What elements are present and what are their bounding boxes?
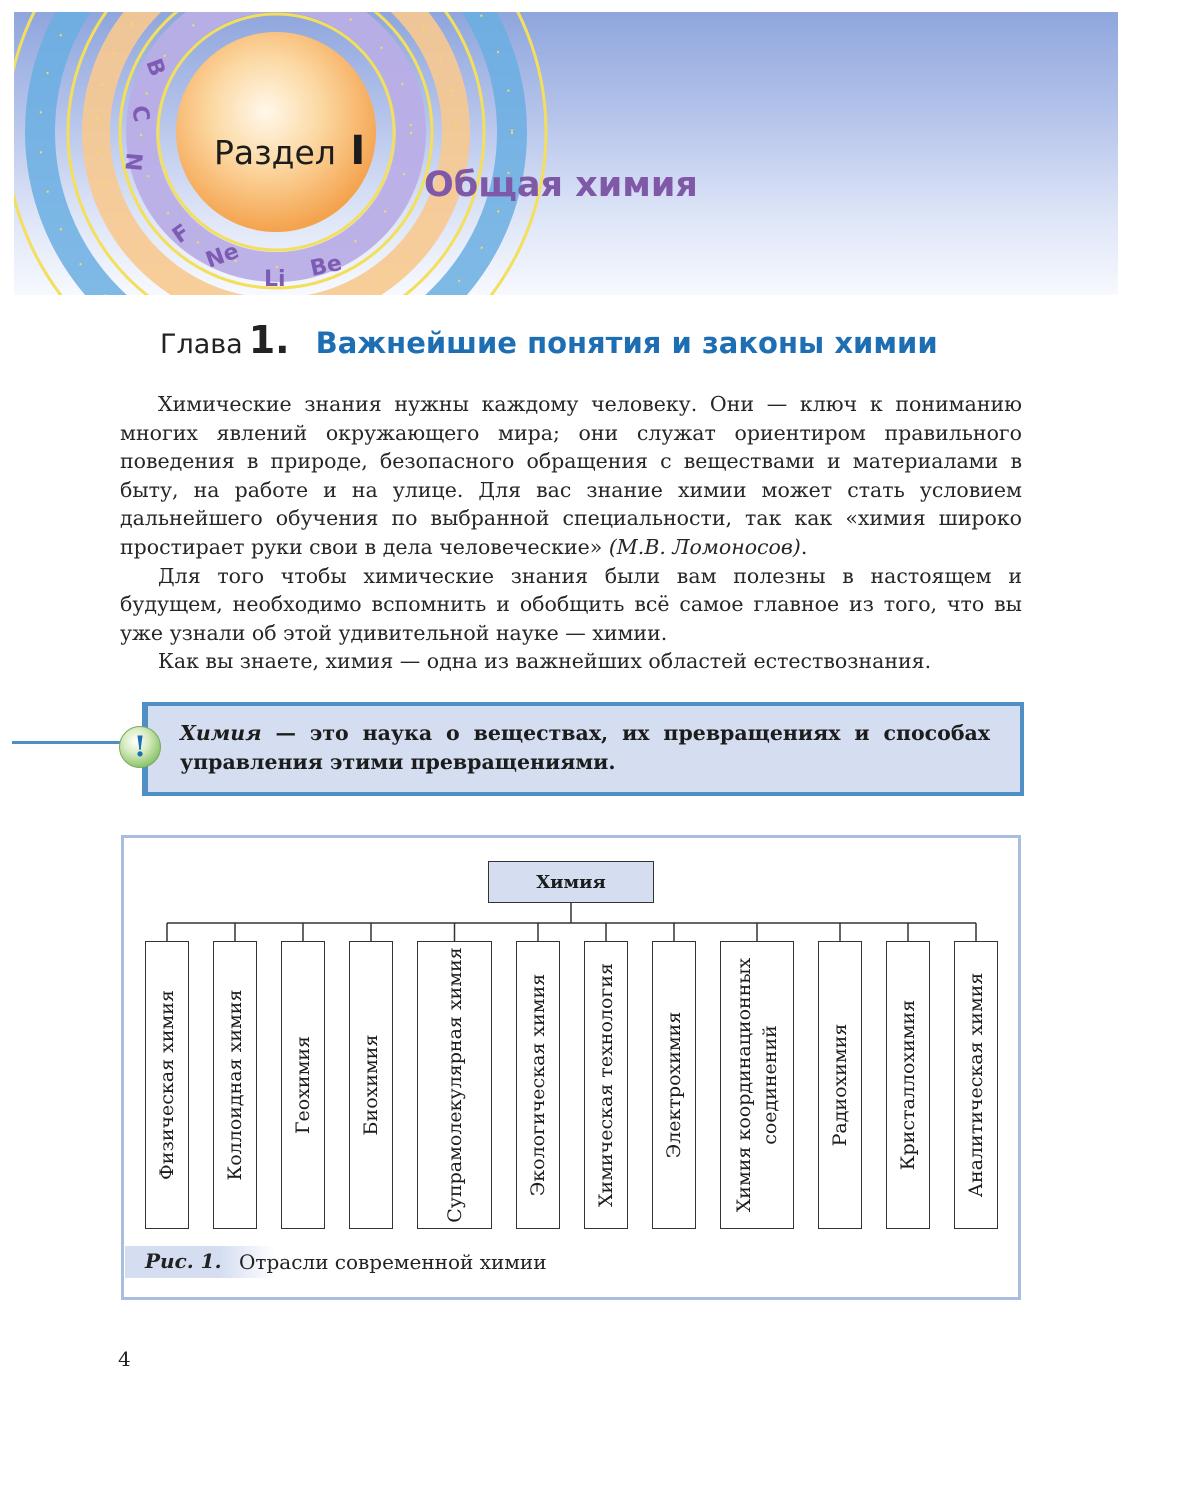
branch-node xyxy=(652,941,696,1229)
branch-node xyxy=(516,941,560,1229)
branch-node xyxy=(213,941,257,1229)
chart-root-node: Химия xyxy=(488,861,654,903)
exclamation-icon: ! xyxy=(119,726,161,768)
branch-node xyxy=(886,941,930,1229)
chapter-title: Важнейшие понятия и законы химии xyxy=(315,326,938,360)
branch-label: Экологическая химия xyxy=(527,973,549,1197)
branch-node xyxy=(720,941,794,1229)
element-symbol: Be xyxy=(308,250,345,282)
section-number: I xyxy=(350,128,366,174)
caption-number: Рис. 1. xyxy=(145,1249,222,1273)
figure-caption xyxy=(125,1246,555,1278)
definition-text: Химия — это наука о веществах, их превращениях и способах управления этими превращениями. xyxy=(180,721,990,774)
branch-label: Аналитическая химия xyxy=(965,972,987,1198)
branch-node xyxy=(954,941,998,1229)
branch-label: Геохимия xyxy=(292,1035,314,1135)
branch-node xyxy=(281,941,325,1229)
branch-node xyxy=(145,941,189,1229)
chapter-label: Глава xyxy=(160,329,243,360)
element-symbol: N xyxy=(119,151,146,173)
caption-text: Отрасли современной химии xyxy=(239,1250,547,1274)
branch-label: Коллоидная химия xyxy=(224,989,246,1181)
element-symbol: F xyxy=(168,219,195,249)
branch-node xyxy=(349,941,393,1229)
element-symbol: C xyxy=(126,103,154,124)
branch-label: Химическая технология xyxy=(595,963,617,1207)
page-number: 4 xyxy=(118,1347,131,1371)
paragraph: Для того чтобы химические знания были вам полезны в настоящем и будущем, необходимо вспомнить и обобщить всё самое главное из того, что вы уже узнали об этой удивительной науке — химии. xyxy=(120,563,1022,645)
section-title: Общая химия xyxy=(424,165,698,205)
branch-label: Радиохимия xyxy=(829,1023,851,1147)
branch-label: Химия координационных соединений xyxy=(733,957,781,1213)
element-symbol: Li xyxy=(264,267,286,292)
quote-author: (М.В. Ломоносов) xyxy=(608,534,801,559)
branch-node xyxy=(818,941,862,1229)
element-symbol: B xyxy=(140,55,170,80)
branch-label: Электрохимия xyxy=(663,1011,685,1159)
paragraph: Как вы знаете, химия — одна из важнейших областей естествознания. xyxy=(158,649,932,674)
element-symbol: Ne xyxy=(202,238,243,274)
section-label: Раздел I xyxy=(214,128,366,174)
definition-term: Химия xyxy=(180,721,262,745)
branch-label: Биохимия xyxy=(360,1034,382,1136)
branch-node xyxy=(417,941,492,1229)
branch-label: Супрамолекулярная химия xyxy=(443,947,466,1223)
chapter-number: 1. xyxy=(248,318,290,362)
branch-node xyxy=(584,941,628,1229)
branch-label: Физическая химия xyxy=(156,990,178,1180)
branch-label: Кристаллохимия xyxy=(897,999,919,1171)
paragraph: Химические знания нужны каждому человеку. Они — ключ к пониманию многих явлений окружающего мира; они служат ориентиром правильного поведения в природе, безопасного обращения с веществами и материалами в быту, на работе и на улице. Для вас знание химии может стать условием дальнейшего обучения по выбранной специальности, так как «химия широко простирает руки свои в дела человеческие» (М.В. Ломоносов). xyxy=(120,392,1022,559)
